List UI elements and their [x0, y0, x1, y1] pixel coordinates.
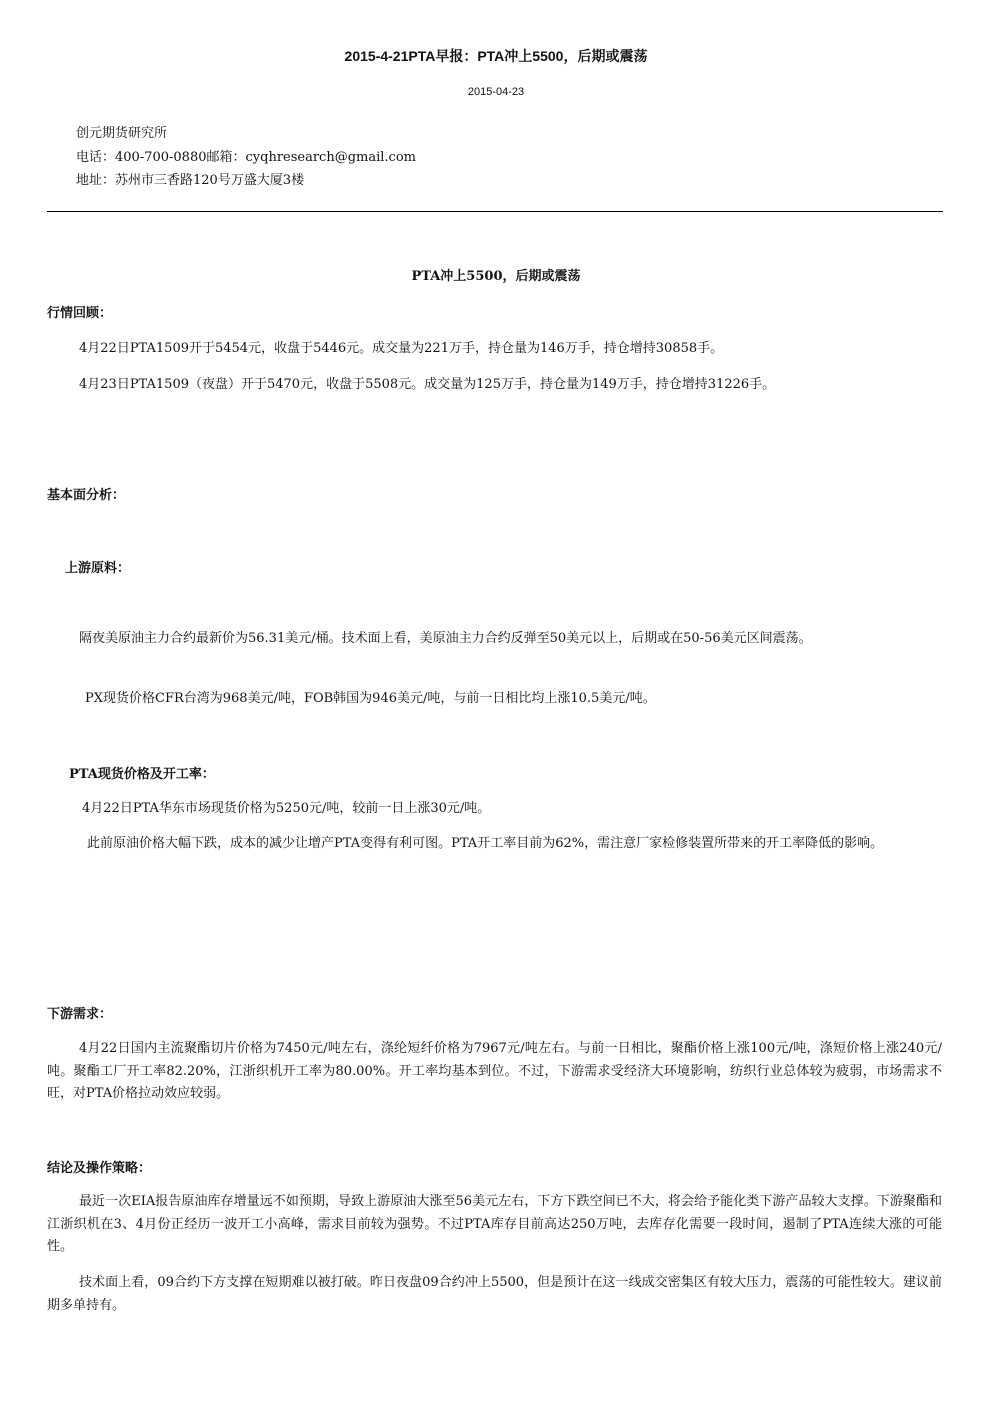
market-review-paragraph-1: 4月22日PTA1509开于5454元，收盘于5446元。成交量为221万手，持仓量为146万手，持仓增持30858手。	[79, 341, 724, 356]
header-divider	[47, 211, 943, 212]
downstream-title: 下游需求：	[47, 1007, 113, 1022]
address: 地址：苏州市三香路120号万盛大厦3楼	[76, 173, 305, 188]
downstream-paragraph-1: 4月22日国内主流聚酯切片价格为7450元/吨左右，涤纶短纤价格为7967元/吨左右。与前一日相比，聚酯价格上涨100元/吨，涤短价格上涨240元/吨。聚酯工厂开工率82.20%，江浙织机开工率为80.00%。开工率均基本到位。不过，下游需求受经济大环境影响，纺织行业总体较为疲弱，市场需求不旺，对PTA价格拉动效应较弱。	[47, 1041, 942, 1101]
upstream-paragraph-1: 隔夜美原油主力合约最新价为56.31美元/桶。技术面上看，美原油主力合约反弹至50美元以上，后期或在50-56美元区间震荡。	[79, 631, 812, 646]
upstream-title: 上游原料：	[65, 561, 131, 576]
pta-spot-paragraph-2: 此前原油价格大幅下跌，成本的减少让增产PTA变得有利可图。PTA开工率目前为62%，需注意厂家检修装置所带来的开工率降低的影响。	[87, 836, 884, 851]
report-date: 2015-04-23	[467, 86, 525, 98]
conclusion-title: 结论及操作策略：	[47, 1161, 152, 1176]
upstream-paragraph-2: PX现货价格CFR台湾为968美元/吨，FOB韩国为946美元/吨，与前一日相比均上涨10.5美元/吨。	[85, 691, 656, 706]
article-heading: PTA冲上5500，后期或震荡	[411, 269, 581, 284]
conclusion-paragraph-2: 技术面上看，09合约下方支撑在短期难以被打破。昨日夜盘09合约冲上5500，但是预计在这一线成交密集区有较大压力，震荡的可能性较大。建议前期多单持有。	[47, 1275, 942, 1313]
conclusion-paragraph-1: 最近一次EIA报告原油库存增量远不如预期，导致上游原油大涨至56美元左右，下方下跌空间已不大，将会给予能化类下游产品较大支撑。下游聚酯和江浙织机在3、4月份正经历一波开工小高峰，需求目前较为强势。不过PTA库存目前高达250万吨，去库存化需要一段时间，遏制了PTA连续大涨的可能性。	[47, 1194, 942, 1254]
phone-email: 电话：400-700-0880邮箱：cyqhresearch@gmail.com	[76, 149, 416, 165]
fundamental-analysis-title: 基本面分析：	[47, 488, 126, 503]
contact-block	[76, 122, 416, 193]
market-review-paragraph-2: 4月23日PTA1509（夜盘）开于5470元，收盘于5508元。成交量为125万手，持仓量为149万手，持仓增持31226手。	[79, 377, 776, 392]
market-review-title: 行情回顾：	[47, 306, 113, 321]
pta-spot-paragraph-1: 4月22日PTA华东市场现货价格为5250元/吨，较前一日上涨30元/吨。	[82, 801, 491, 816]
pta-spot-title: PTA现货价格及开工率：	[69, 767, 215, 782]
report-title: 2015-4-21PTA早报：PTA冲上5500，后期或震荡	[344, 48, 648, 64]
org-name: 创元期货研究所	[76, 126, 168, 141]
